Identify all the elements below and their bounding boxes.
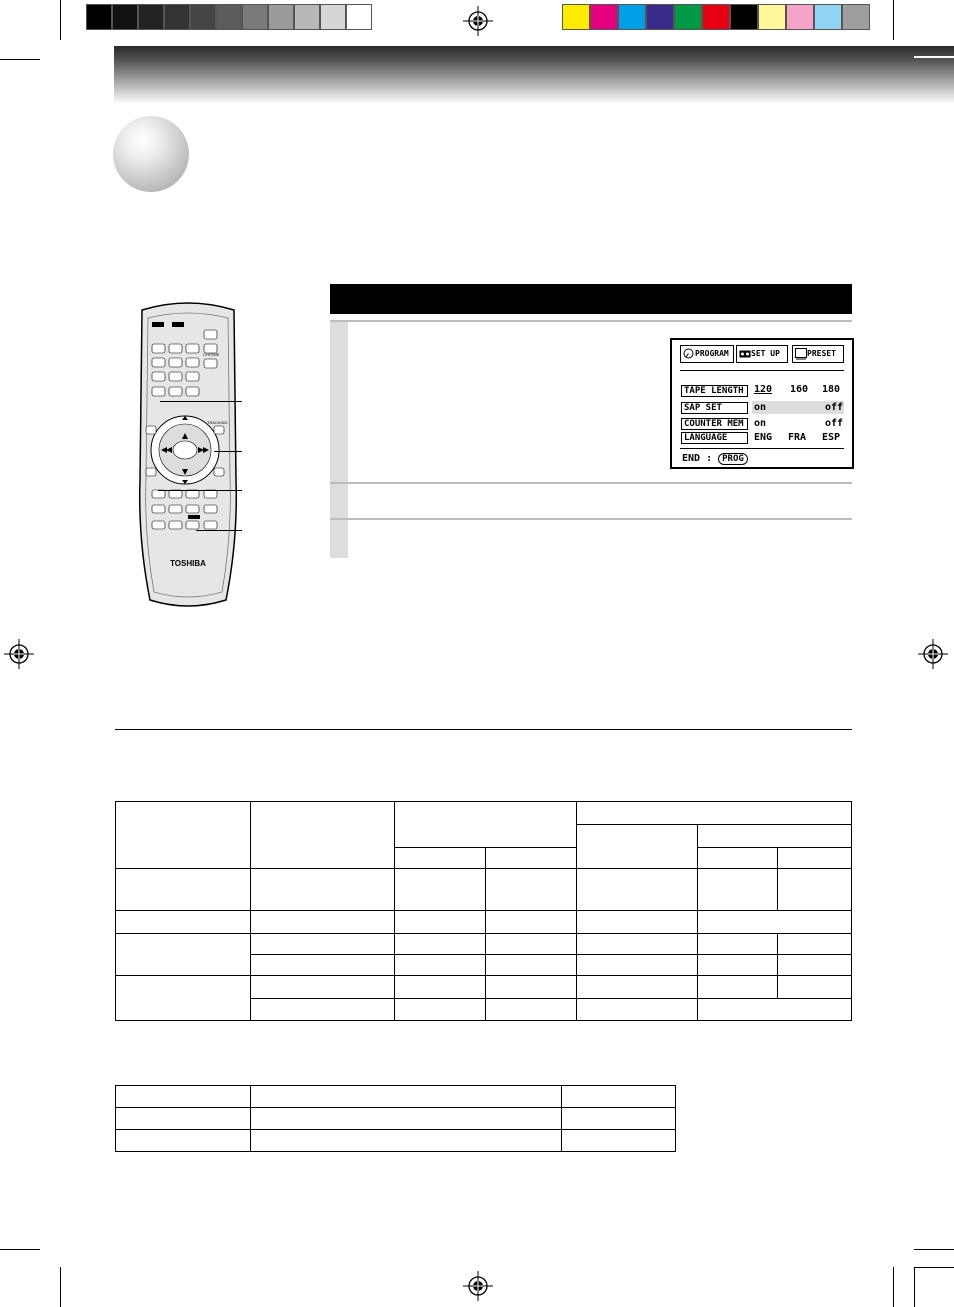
remote-control-illustration: [132, 300, 244, 610]
color-swatch: [758, 4, 786, 30]
tab-setup: [736, 345, 788, 363]
osd-setup-menu: [670, 338, 854, 469]
crop-mark: [914, 1267, 954, 1268]
osd-footer-prefix: END :: [682, 453, 719, 464]
color-swatch: [646, 4, 674, 30]
osd-value: off: [825, 418, 844, 429]
table-cell: [486, 955, 577, 976]
gray-swatch: [138, 4, 164, 30]
table-cell: [562, 1108, 676, 1130]
table-cell: [250, 934, 394, 955]
callout-line: [196, 530, 242, 531]
table-cell: [250, 869, 394, 911]
table-cell: [394, 911, 486, 934]
tab-program: [680, 345, 734, 363]
step-divider: [330, 320, 852, 322]
callout-line: [214, 451, 242, 452]
crop-mark: [914, 1267, 915, 1307]
osd-value: on: [754, 418, 767, 429]
gray-swatch: [86, 4, 112, 30]
callout-line: [160, 401, 242, 402]
table-cell: [394, 869, 486, 911]
section-rule: [115, 729, 852, 730]
table-cell: [698, 999, 852, 1021]
step-divider: [330, 482, 852, 484]
table-cell: [116, 1086, 251, 1108]
table-cell: [577, 999, 698, 1021]
osd-value: FRA: [788, 432, 807, 443]
osd-row-label: SAP SET: [681, 402, 748, 414]
step-2-marker: [330, 484, 348, 518]
table-cell: [698, 934, 778, 955]
table-cell: [394, 802, 577, 848]
registration-mark-icon: [918, 639, 948, 669]
crop-mark: [914, 1249, 954, 1250]
color-swatch: [702, 4, 730, 30]
table-cell: [116, 976, 251, 1021]
table-cell: [562, 1130, 676, 1152]
table-cell: [698, 976, 778, 999]
table-cell: [698, 955, 778, 976]
table-cell: [698, 911, 852, 934]
remote-brand-label: TOSHIBA: [170, 559, 206, 568]
gray-swatch: [216, 4, 242, 30]
table-cell: [250, 976, 394, 999]
step-divider: [330, 518, 852, 520]
crop-mark: [0, 59, 40, 60]
callout-line: [158, 490, 242, 491]
tab-preset-label: PRESET: [807, 349, 836, 358]
table-cell: [250, 802, 394, 869]
table-cell: [562, 1086, 676, 1108]
table-cell: [577, 934, 698, 955]
osd-value: 160: [790, 384, 809, 395]
table-cell: [778, 934, 852, 955]
table-cell: [577, 911, 698, 934]
table-cell: [116, 911, 251, 934]
osd-row-label: COUNTER MEM: [681, 418, 748, 430]
table-cell: [486, 869, 577, 911]
osd-value: off: [825, 402, 844, 413]
step-3-marker: [330, 520, 348, 558]
section-bullet-circle: [113, 116, 189, 192]
color-swatch: [814, 4, 842, 30]
table-cell: [394, 934, 486, 955]
color-swatch: [674, 4, 702, 30]
color-swatch: [842, 4, 870, 30]
registration-mark-icon: [4, 639, 34, 669]
tab-setup-label: SET UP: [751, 349, 780, 358]
crop-mark: [60, 1267, 61, 1307]
table-cell: [698, 848, 778, 869]
table-cell: [577, 802, 852, 825]
table-cell: [486, 911, 577, 934]
procedure-title-bar: [330, 284, 852, 314]
table-cell: [778, 955, 852, 976]
table-cell: [394, 848, 486, 869]
gray-swatch: [242, 4, 268, 30]
gray-swatch: [320, 4, 346, 30]
channel-label: CH/TIME: [203, 352, 220, 357]
cassette-icon: [739, 350, 751, 358]
color-swatch: [730, 4, 758, 30]
table-cell: [577, 869, 698, 911]
table-cell: [486, 934, 577, 955]
specification-table: [115, 801, 852, 1021]
color-swatch: [618, 4, 646, 30]
table-cell: [486, 999, 577, 1021]
table-cell: [250, 911, 394, 934]
osd-value: 180: [822, 384, 841, 395]
gray-swatch: [294, 4, 320, 30]
table-cell: [778, 848, 852, 869]
gray-swatch: [164, 4, 190, 30]
tab-preset: [792, 345, 844, 363]
table-cell: [250, 1130, 561, 1152]
prog-key: PROG: [718, 453, 748, 465]
color-swatch: [590, 4, 618, 30]
table-cell: [116, 1108, 251, 1130]
table-cell: [698, 869, 778, 911]
table-cell: [394, 999, 486, 1021]
clock-icon: [683, 348, 694, 359]
gray-swatch: [190, 4, 216, 30]
osd-row-label: TAPE LENGTH: [681, 385, 748, 397]
crop-mark: [60, 0, 61, 40]
osd-separator: [680, 370, 844, 371]
osd-value: on: [754, 402, 767, 413]
table-cell: [116, 934, 251, 976]
table-cell: [116, 869, 251, 911]
table-cell: [116, 1130, 251, 1152]
gray-swatch: [112, 4, 138, 30]
tracking-label: TRACKING: [207, 420, 228, 425]
table-cell: [577, 825, 698, 869]
tv-icon: [795, 348, 807, 360]
table-cell: [577, 976, 698, 999]
table-cell: [394, 976, 486, 999]
osd-separator: [680, 448, 844, 449]
osd-footer: [682, 453, 748, 464]
osd-value: ESP: [822, 432, 841, 443]
table-cell: [250, 955, 394, 976]
osd-row-label: LANGUAGE: [681, 432, 748, 444]
table-cell: [250, 1086, 561, 1108]
table-cell: [486, 976, 577, 999]
table-cell: [250, 1108, 561, 1130]
table-cell: [577, 955, 698, 976]
table-cell: [698, 825, 852, 848]
tab-program-label: PROGRAM: [695, 349, 729, 358]
color-swatch: [786, 4, 814, 30]
registration-mark-icon: [463, 1271, 493, 1301]
registration-mark-icon: [463, 6, 493, 36]
osd-value: ENG: [754, 432, 773, 443]
header-tab-mark: [914, 56, 954, 58]
header-gradient-band: [114, 46, 954, 104]
gray-swatch: [268, 4, 294, 30]
table-cell: [778, 869, 852, 911]
table-cell: [116, 802, 251, 869]
table-cell: [394, 955, 486, 976]
table-cell: [250, 999, 394, 1021]
gray-swatch: [346, 4, 372, 30]
table-cell: [486, 848, 577, 869]
step-1-marker: [330, 322, 348, 482]
osd-value: 120: [754, 384, 773, 395]
crop-mark: [0, 1249, 40, 1250]
crop-mark: [893, 0, 894, 40]
color-swatch: [562, 4, 590, 30]
table-cell: [778, 976, 852, 999]
crop-mark: [893, 1267, 894, 1307]
secondary-table: [115, 1085, 676, 1152]
